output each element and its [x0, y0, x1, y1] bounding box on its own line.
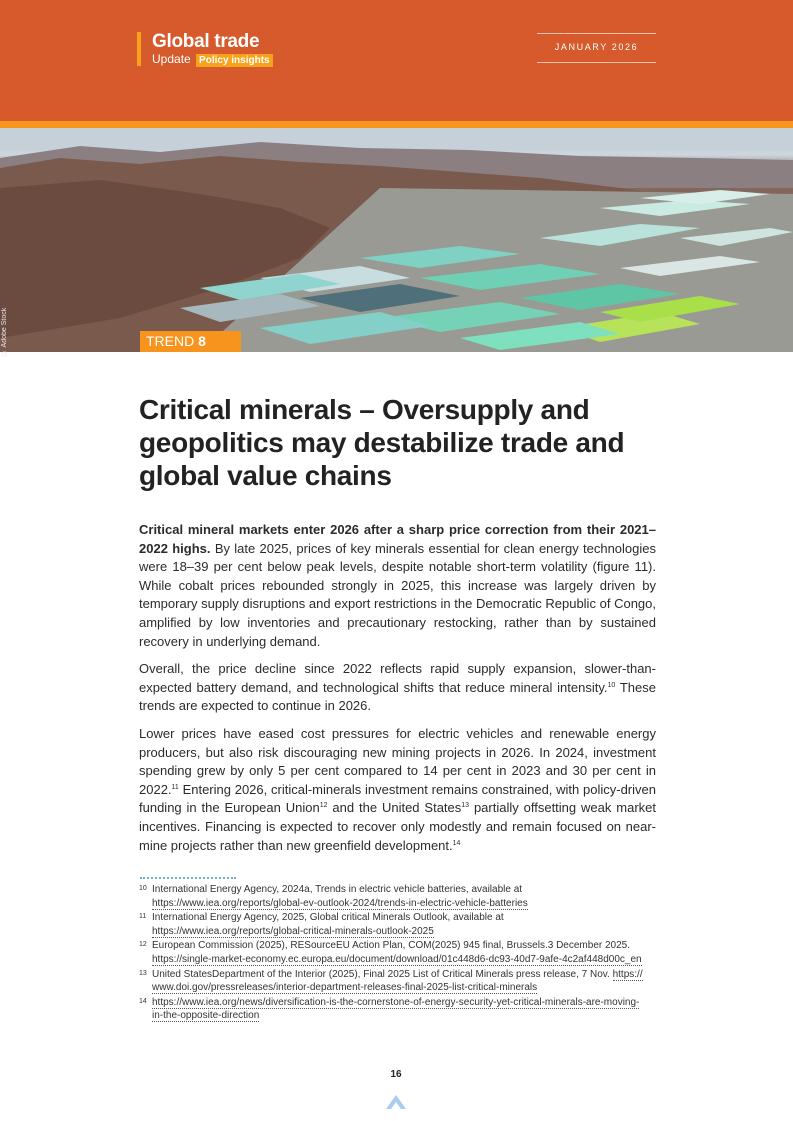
hero-image [0, 128, 793, 352]
footnote-item [139, 911, 649, 938]
chevron-up-icon[interactable] [384, 1089, 408, 1113]
page-header [0, 0, 793, 121]
paragraph-2 [139, 660, 656, 716]
trend-tag [140, 331, 241, 352]
footnote-item [139, 939, 649, 966]
trend-number: 8 [198, 333, 206, 349]
paragraph-1-lead: Critical mineral markets enter 2026 after a sharp price correction from their 2021–2022 highs. [139, 522, 656, 556]
footnote-ref[interactable]: 10 [607, 681, 616, 689]
footnote-ref[interactable]: 11 [171, 783, 179, 791]
trend-label: TREND [146, 333, 195, 349]
footnote-number: 13 [139, 969, 147, 977]
paragraph-3-text-a: Lower prices have eased cost pressures for electric vehicles and renewable energy producers, but also risk discouraging new mining projects in 2026. In 2024, investment spending grew by only 5 per cent compared to 14 per cent in 2023 and 30 per cent in 2022. [139, 725, 656, 797]
title-strong: Critical minerals [139, 394, 352, 425]
footnote-ref[interactable]: 12 [319, 802, 328, 810]
header-accent-bar [0, 121, 793, 128]
footnote-item [139, 996, 649, 1023]
salt-flats-illustration [0, 128, 793, 352]
footnote-divider [140, 877, 236, 879]
footnote-link[interactable]: https://single-market-economy.ec.europa.eu/document/download/01c448d6-dc93-40d7-9afe-4c2af448d00c_en [152, 953, 642, 965]
paragraph-2-text-b: These trends are expected to continue in 2026. [139, 679, 656, 714]
article-body [139, 521, 656, 864]
title-rest: – Oversupply and geopolitics may destabilize trade and global value chains [139, 394, 625, 491]
footnote-number: 12 [139, 941, 147, 949]
publication-brand [137, 32, 273, 66]
brand-subtitle: Update [152, 52, 191, 66]
brand-title: Global trade [152, 31, 260, 52]
footnote-item [139, 968, 649, 995]
paragraph-3-text-c: and the United States [327, 800, 462, 816]
paragraph-3 [139, 725, 656, 855]
paragraph-3-text-d: partially offsetting weak market incentives. Financing is expected to recover only modestly and remain focused on near-mine projects rather than new greenfield development. [139, 800, 656, 853]
footnotes [139, 883, 649, 1024]
footnote-link[interactable]: https://www.iea.org/reports/global-ev-outlook-2024/trends-in-electric-vehicle-batteries [152, 897, 528, 909]
footnote-ref[interactable]: 14 [452, 839, 461, 847]
photo-credit: © Adobe Stock [1, 307, 8, 356]
footnote-number: 14 [139, 997, 147, 1005]
page-title [139, 393, 659, 492]
brand-subtitle-row [152, 52, 273, 67]
footnote-number: 10 [139, 885, 147, 892]
footnote-number: 11 [139, 913, 147, 921]
footnote-text: International Energy Agency, 2025, Global critical Minerals Outlook, available at [152, 912, 504, 924]
issue-date: JANUARY 2026 [537, 33, 656, 63]
footnote-link[interactable]: https:// www.doi.gov/pressreleases/interior-department-releases-final-2025-list-critical-minerals [152, 968, 643, 994]
footnote-ref[interactable]: 13 [461, 802, 470, 810]
paragraph-3-text-b: Entering 2026, critical-minerals investment remains constrained, with policy-driven funding in the European Union [139, 781, 656, 816]
paragraph-2-text-a: Overall, the price decline since 2022 reflects rapid supply expansion, slower-than-expected battery demand, and technological shifts that reduce mineral intensity. [139, 661, 656, 695]
footnote-text: International Energy Agency, 2024a, Trends in electric vehicle batteries, available at [152, 884, 523, 895]
footnote-text: United StatesDepartment of the Interior (2025), Final 2025 List of Critical Minerals press release, 7 Nov. [152, 968, 613, 980]
footnote-link[interactable]: https://www.iea.org/news/diversification-is-the-cornerstone-of-energy-security-yet-critical-minerals-are-moving-in-the-opposite-direction [152, 996, 640, 1022]
brand-badge: Policy insights [196, 54, 273, 67]
paragraph-1-rest: By late 2025, prices of key minerals essential for clean energy technologies were 18–39 per cent below peak levels, despite notable short-term volatility (figure 11). While cobalt prices rebounded strongly in 2025, this increase was largely driven by temporary supply disruptions and export restrictions in the Democratic Republic of Congo, amplified by low inventories and precautionary restocking, rather than by sustained recovery in underlying demand. [139, 540, 657, 649]
footnote-text: European Commission (2025), RESourceEU Action Plan, COM(2025) 945 final, Brussels.3 December 2025. [152, 940, 631, 952]
footnote-link[interactable]: https://www.iea.org/reports/global-critical-minerals-outlook-2025 [152, 925, 434, 937]
paragraph-1 [139, 521, 656, 651]
page-number: 16 [390, 1069, 402, 1080]
footnote-item [139, 883, 649, 910]
